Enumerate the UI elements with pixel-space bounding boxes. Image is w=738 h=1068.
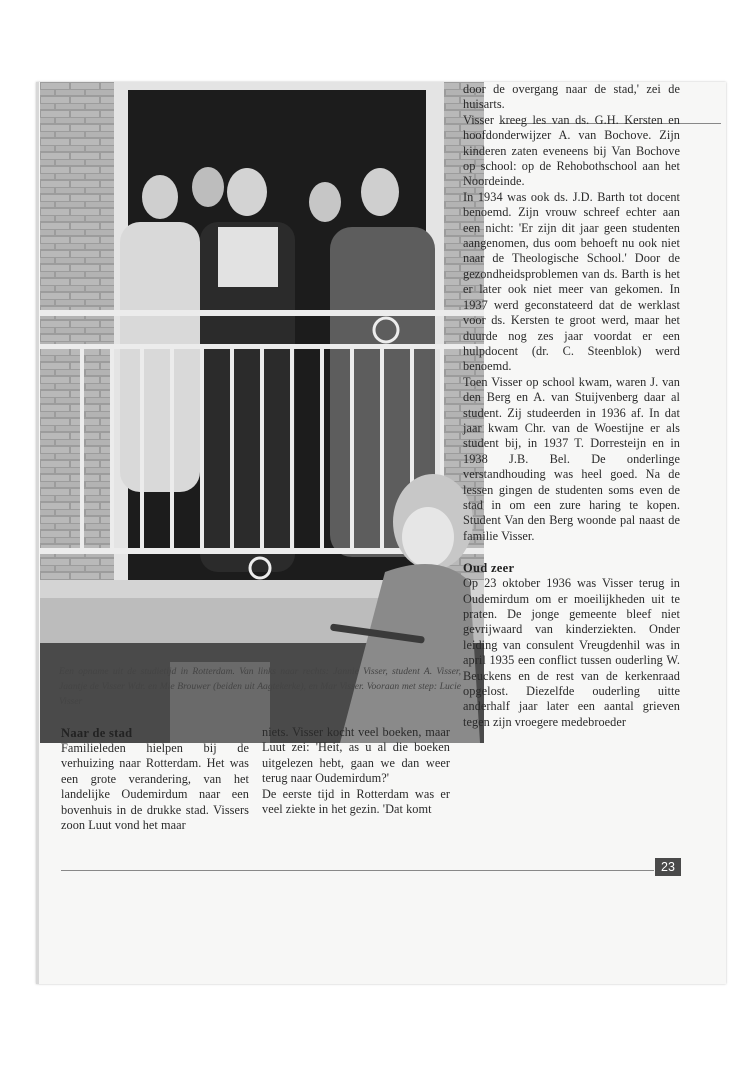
paragraph: In 1934 was ook ds. J.D. Barth tot docent benoemd. Zijn vrouw schreef echter aan een nicht: 'Er zijn dit jaar geen studenten aangenomen, dus oom behoeft nu ook niet naar de Theologische School.' Door de gezondheidsproblemen van ds. Barth is het er later ook niet meer van gekomen. In 1937 werd geconstateerd dat de werklast voor ds. Kersten te groot werd, maar het duurde nog zes jaar voordat er een hulpdocent (dr. C. Steenblok) werd benoemd.	[463, 189, 680, 374]
paragraph: Toen Visser op school kwam, waren J. van den Berg en A. van Stuijvenberg daar al student. Zij studeerden in 1936 af. In dat jaar kwam Chr. van de Woestijne er als student bij, in 1937 T. Dorresteijn en in 1938 J.B. Bel. De onderlinge verstandhouding was heel goed. Na de lessen gingen de studenten soms even de stad in om een zure haring te kopen. Student Van den Berg woonde pal naast de familie Visser.	[463, 374, 680, 543]
paragraph: De eerste tijd in Rotterdam was er veel ziekte in het gezin. 'Dat komt	[262, 786, 450, 817]
footer-rule	[61, 870, 654, 871]
page-number: 23	[655, 858, 681, 876]
paragraph: door de overgang naar de stad,' zei de huisarts.	[463, 82, 680, 112]
article-column-2	[262, 725, 450, 817]
paragraph: niets. Visser kocht veel boeken, maar Luut zei: 'Heit, as u al die boeken uitgelezen hebt, gaan we dan weer terug naar Oudemirdum?'	[262, 725, 450, 786]
article-column-1	[61, 725, 249, 833]
paragraph: Familieleden hielpen bij de verhuizing naar Rotterdam. Het was een grote verandering, van het landelijke Oudemirdum naar een bovenhuis in de drukke stad. Vissers zoon Luut vond het maar	[61, 741, 249, 833]
paragraph: Op 23 oktober 1936 was Visser terug in Oudemirdum om er moeilijkheden uit te praten. De jonge gemeente bleef niet gevrijwaard van kinderziekten. Onder leiding van consulent Vreugdenhil was in april 1935 een conflict tussen ouderling W. Beuckens en de rest van de kerkenraad opgelost. Diezelfde ouderling uitte anderhalf jaar later een aantal grieven tegen zijn vroegere medebroeder	[463, 576, 680, 729]
paragraph: Visser kreeg les van ds. G.H. Kersten en hoofdonderwijzer A. van Bochove. Zijn kinderen zaten eveneens bij Van Bochove op school: op de Rehobothschool aan het Noordeinde.	[463, 112, 680, 189]
family-photo	[40, 82, 484, 743]
section-heading: Naar de stad	[61, 726, 133, 740]
section-heading: Oud zeer	[463, 561, 515, 576]
photo-caption: Een opname uit de studietijd in Rotterdam. Van links naar rechts: Jannie Visser, student A. Visser, Jaantje de Visser Wdr. en Mie Brouwer (beiden uit Aagtekerke), en Mar Visser. Vooraan met step: Lucie Visser	[59, 666, 461, 707]
page-spine	[36, 82, 39, 984]
photo-illustration	[40, 82, 484, 743]
article-column-3	[463, 82, 680, 730]
